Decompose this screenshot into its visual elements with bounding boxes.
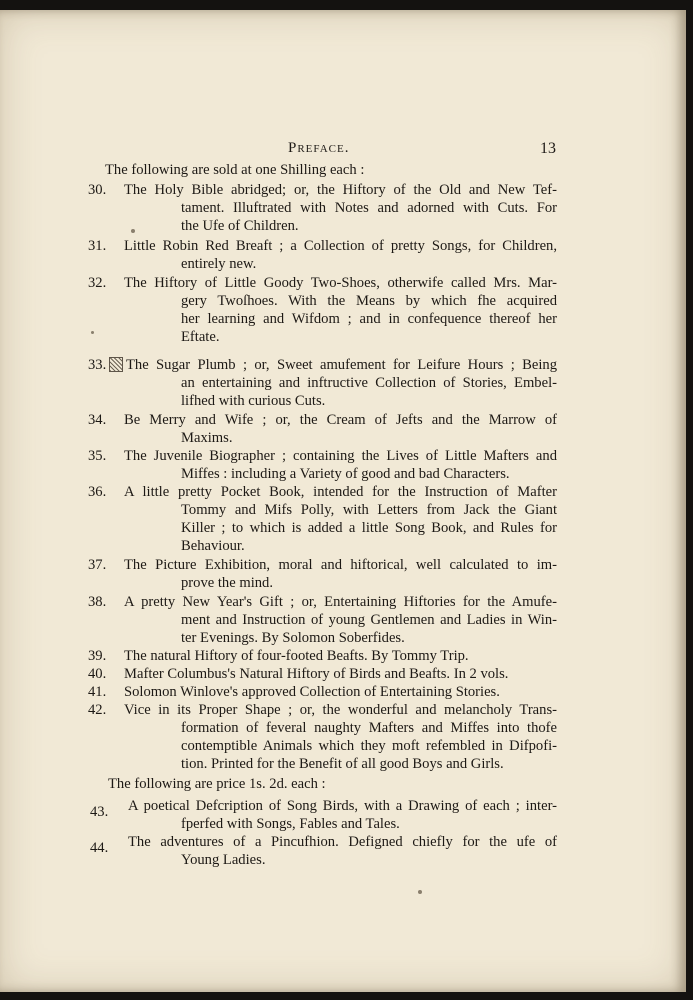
entry-line: The Picture Exhibition, moral and hiftorical, well calculated to im- <box>124 557 557 573</box>
paper-speck <box>418 890 422 894</box>
entry-line: gery Twoſhoes. With the Means by which fhe acquired <box>181 293 557 309</box>
entry-line: Little Robin Red Breaft ; a Collection of pretty Songs, for Children, <box>124 238 557 254</box>
printers-ornament-icon <box>109 357 123 372</box>
entry-line: The adventures of a Pincufhion. Defigned chiefly for the ufe of <box>128 834 557 850</box>
entry-line: formation of feveral naughty Mafters and Miffes into thofe <box>181 720 557 736</box>
entry-line: A pretty New Year's Gift ; or, Entertaining Hiftories for the Amufe- <box>124 594 557 610</box>
paper-speck <box>91 331 94 334</box>
entry-number: 38. <box>88 594 107 610</box>
entry-number: 35. <box>88 448 107 464</box>
section-heading: The following are sold at one Shilling each : <box>105 162 365 178</box>
entry-line: Eftate. <box>181 329 220 345</box>
entry-number: 39. <box>88 648 107 664</box>
entry-line: Maxims. <box>181 430 233 446</box>
book-page <box>0 10 686 992</box>
entry-line: The Sugar Plumb ; or, Sweet amufement for Leifure Hours ; Being <box>126 357 557 373</box>
entry-number: 34. <box>88 412 107 428</box>
entry-line: prove the mind. <box>181 575 274 591</box>
entry-line: Mafter Columbus's Natural Hiftory of Birds and Beafts. In 2 vols. <box>124 666 509 682</box>
entry-line: ment and Instruction of young Gentlemen and Ladies in Win- <box>181 612 557 628</box>
entry-line: Be Merry and Wife ; or, the Cream of Jefts and the Marrow of <box>124 412 557 428</box>
page-number: 13 <box>540 140 556 157</box>
entry-number: 31. <box>88 238 107 254</box>
entry-line: Killer ; to which is added a little Song Book, and Rules for <box>181 520 557 536</box>
scan-top-edge <box>0 0 693 10</box>
entry-line: A little pretty Pocket Book, intended for the Instruction of Mafter <box>124 484 557 500</box>
entry-number: 32. <box>88 275 107 291</box>
entry-number: 43. <box>90 804 109 820</box>
entry-line: ter Evenings. By Solomon Soberfides. <box>181 630 405 646</box>
running-title: Preface. <box>288 140 350 156</box>
entry-number: 30. <box>88 182 107 198</box>
entry-line: Solomon Winlove's approved Collection of Entertaining Stories. <box>124 684 500 700</box>
entry-line: her learning and Wifdom ; and in confequence thereof her <box>181 311 557 327</box>
scan-bottom-edge <box>0 992 693 1000</box>
entry-line: an entertaining and inftructive Collection of Stories, Embel- <box>181 375 557 391</box>
entry-line: tament. Illuftrated with Notes and adorned with Cuts. For <box>181 200 557 216</box>
entry-line: The Holy Bible abridged; or, the Hiftory of the Old and New Tef- <box>124 182 557 198</box>
entry-number: 36. <box>88 484 107 500</box>
entry-line: The Hiftory of Little Goody Two-Shoes, otherwife called Mrs. Mar- <box>124 275 557 291</box>
entry-number: 40. <box>88 666 107 682</box>
entry-line: The Juvenile Biographer ; containing the Lives of Little Mafters and <box>124 448 557 464</box>
entry-number: 42. <box>88 702 107 718</box>
entry-number: 41. <box>88 684 107 700</box>
entry-line: Tommy and Mifs Polly, with Letters from Jack the Giant <box>181 502 557 518</box>
entry-line: Miffes : including a Variety of good and bad Characters. <box>181 466 510 482</box>
entry-line: the Ufe of Children. <box>181 218 299 234</box>
paper-speck <box>131 229 135 233</box>
section-heading: The following are price 1s. 2d. each : <box>108 776 326 792</box>
entry-number: 44. <box>90 840 109 856</box>
entry-line: entirely new. <box>181 256 257 272</box>
entry-line: lifhed with curious Cuts. <box>181 393 326 409</box>
entry-line: Young Ladies. <box>181 852 266 868</box>
entry-line: A poetical Defcription of Song Birds, with a Drawing of each ; inter- <box>128 798 557 814</box>
scan-right-edge <box>686 0 693 1000</box>
entry-line: Vice in its Proper Shape ; or, the wonderful and melancholy Trans- <box>124 702 557 718</box>
entry-line: contemptible Animals which they moft refembled in Difpofi- <box>181 738 557 754</box>
entry-number: 37. <box>88 557 107 573</box>
entry-line: tion. Printed for the Benefit of all good Boys and Girls. <box>181 756 504 772</box>
entry-line: The natural Hiftory of four-footed Beafts. By Tommy Trip. <box>124 648 469 664</box>
entry-line: fperfed with Songs, Fables and Tales. <box>181 816 400 832</box>
entry-line: Behaviour. <box>181 538 245 554</box>
running-head <box>0 140 686 162</box>
entry-number: 33. <box>88 357 107 373</box>
